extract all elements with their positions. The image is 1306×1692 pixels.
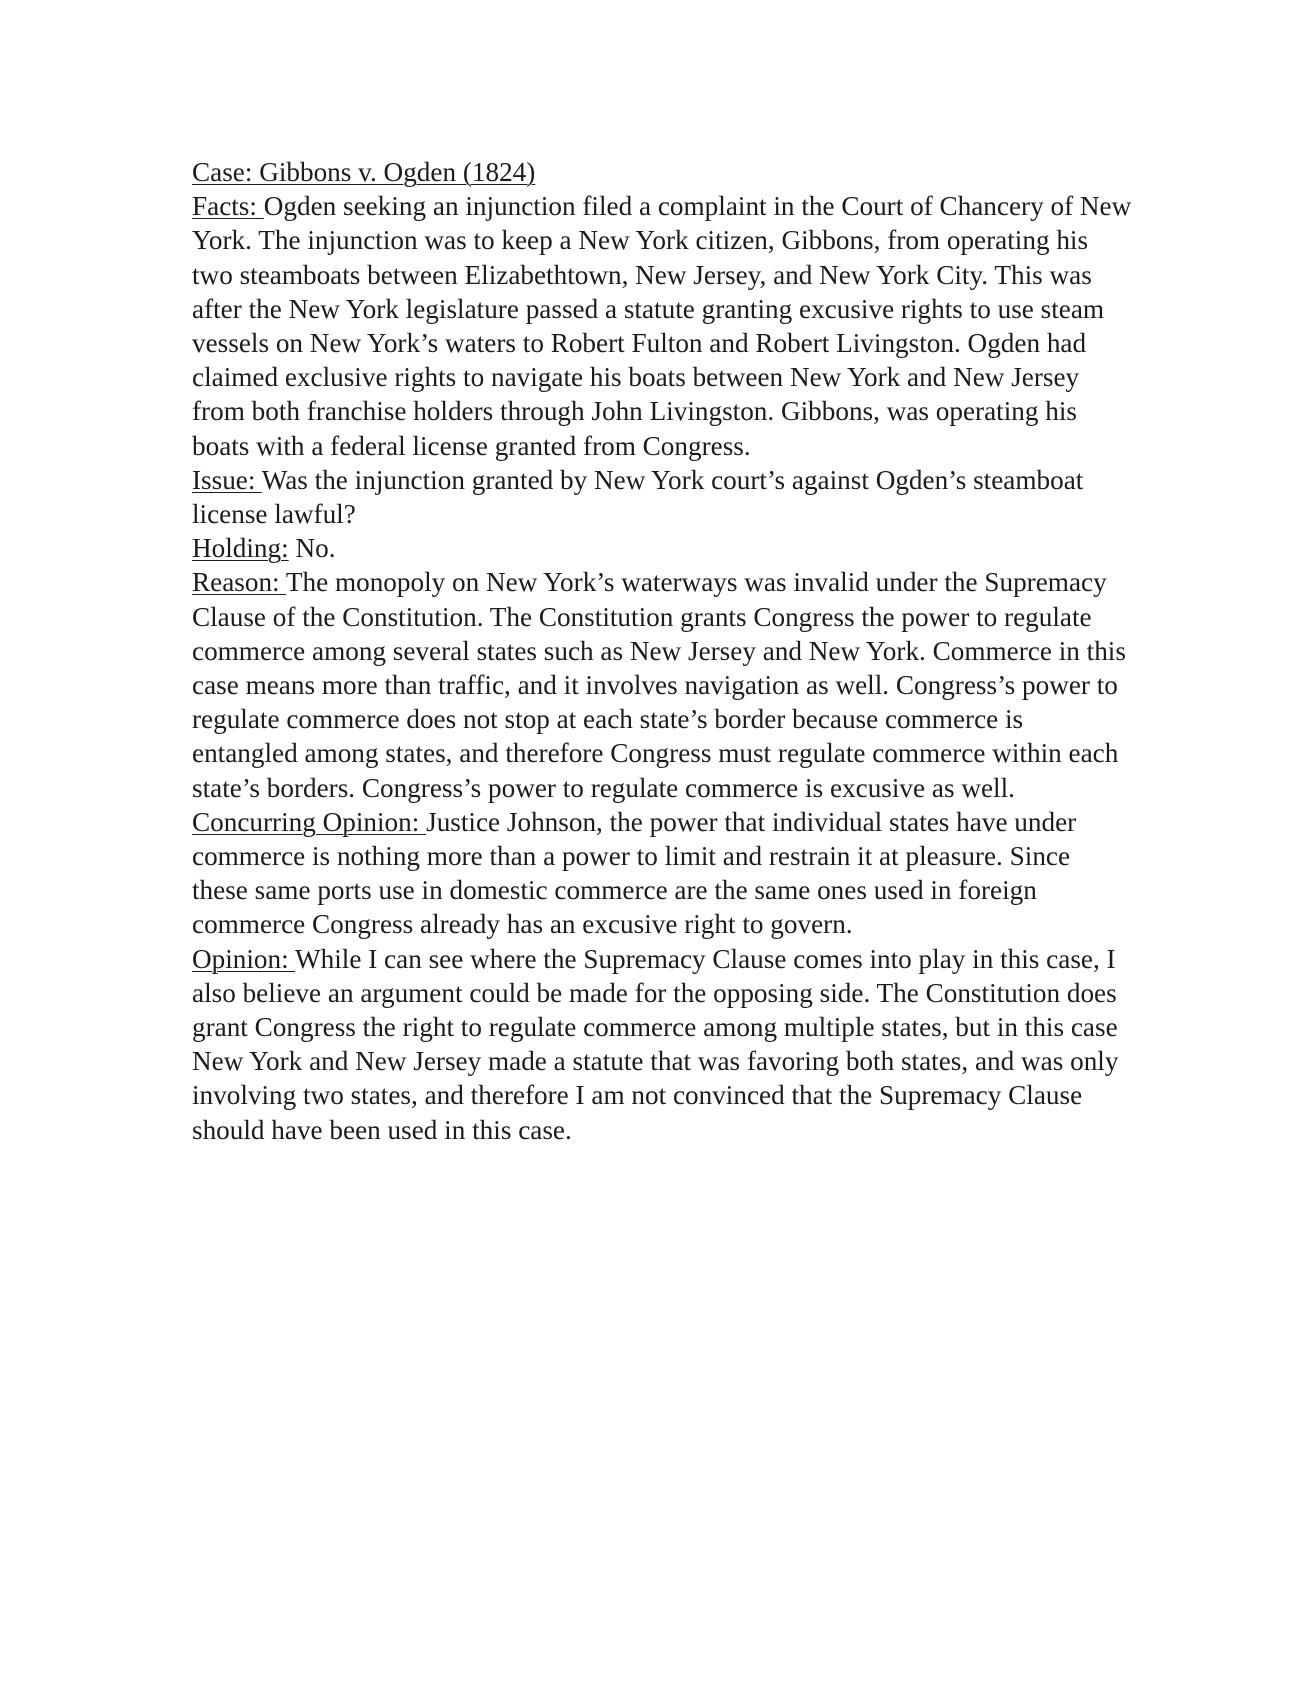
issue-section	[192, 463, 1132, 531]
case-title: Case: Gibbons v. Ogden (1824)	[192, 157, 536, 187]
holding-section	[192, 531, 1132, 565]
issue-label: Issue:	[192, 464, 262, 495]
concurring-opinion-text: Justice Johnson, the power that individual states have under commerce is nothing more than a power to limit and restrain it at pleasure. Since these same ports use in domestic commerce are the same ones used in foreign commerce Congress already has an excusive right to govern.	[192, 806, 1077, 940]
reason-text: The monopoly on New York’s waterways was invalid under the Supremacy Clause of the Constitution. The Constitution grants Congress the power to regulate commerce among several states such as New Jersey and New York. Commerce in this case means more than traffic, and it involves navigation as well. Congress’s power to regulate commerce does not stop at each state’s border because commerce is entangled among states, and therefore Congress must regulate commerce within each state’s borders. Congress’s power to regulate commerce is excusive as well.	[192, 567, 1126, 803]
document-page	[192, 155, 1132, 1147]
reason-label: Reason:	[192, 567, 286, 598]
opinion-label: Opinion:	[192, 943, 295, 974]
issue-text: Was the injunction granted by New York court’s against Ogden’s steamboat license lawful?	[192, 464, 1084, 530]
opinion-text: While I can see where the Supremacy Clause comes into play in this case, I also believe an argument could be made for the opposing side. The Constitution does grant Congress the right to regulate commerce among multiple states, but in this case New York and New Jersey made a statute that was favoring both states, and was only involving two states, and therefore I am not convinced that the Supremacy Clause should have been used in this case.	[192, 943, 1119, 1145]
reason-section	[192, 565, 1132, 804]
concurring-opinion-section	[192, 805, 1132, 942]
holding-text: No.	[288, 533, 336, 564]
concurring-opinion-label: Concurring Opinion:	[192, 806, 427, 837]
case-title-line	[192, 155, 1132, 189]
facts-text: Ogden seeking an injunction filed a complaint in the Court of Chancery of New York. The injunction was to keep a New York citizen, Gibbons, from operating his two steamboats between Elizabethtown, New Jersey, and New York City. This was after the New York legislature passed a statute granting excusive rights to use steam vessels on New York’s waters to Robert Fulton and Robert Livingston. Ogden had claimed exclusive rights to navigate his boats between New York and New Jersey from both franchise holders through John Livingston. Gibbons, was operating his boats with a federal license granted from Congress.	[192, 191, 1132, 461]
opinion-section	[192, 942, 1132, 1147]
facts-label: Facts:	[192, 191, 264, 222]
holding-label: Holding:	[192, 533, 289, 564]
facts-section	[192, 189, 1132, 463]
